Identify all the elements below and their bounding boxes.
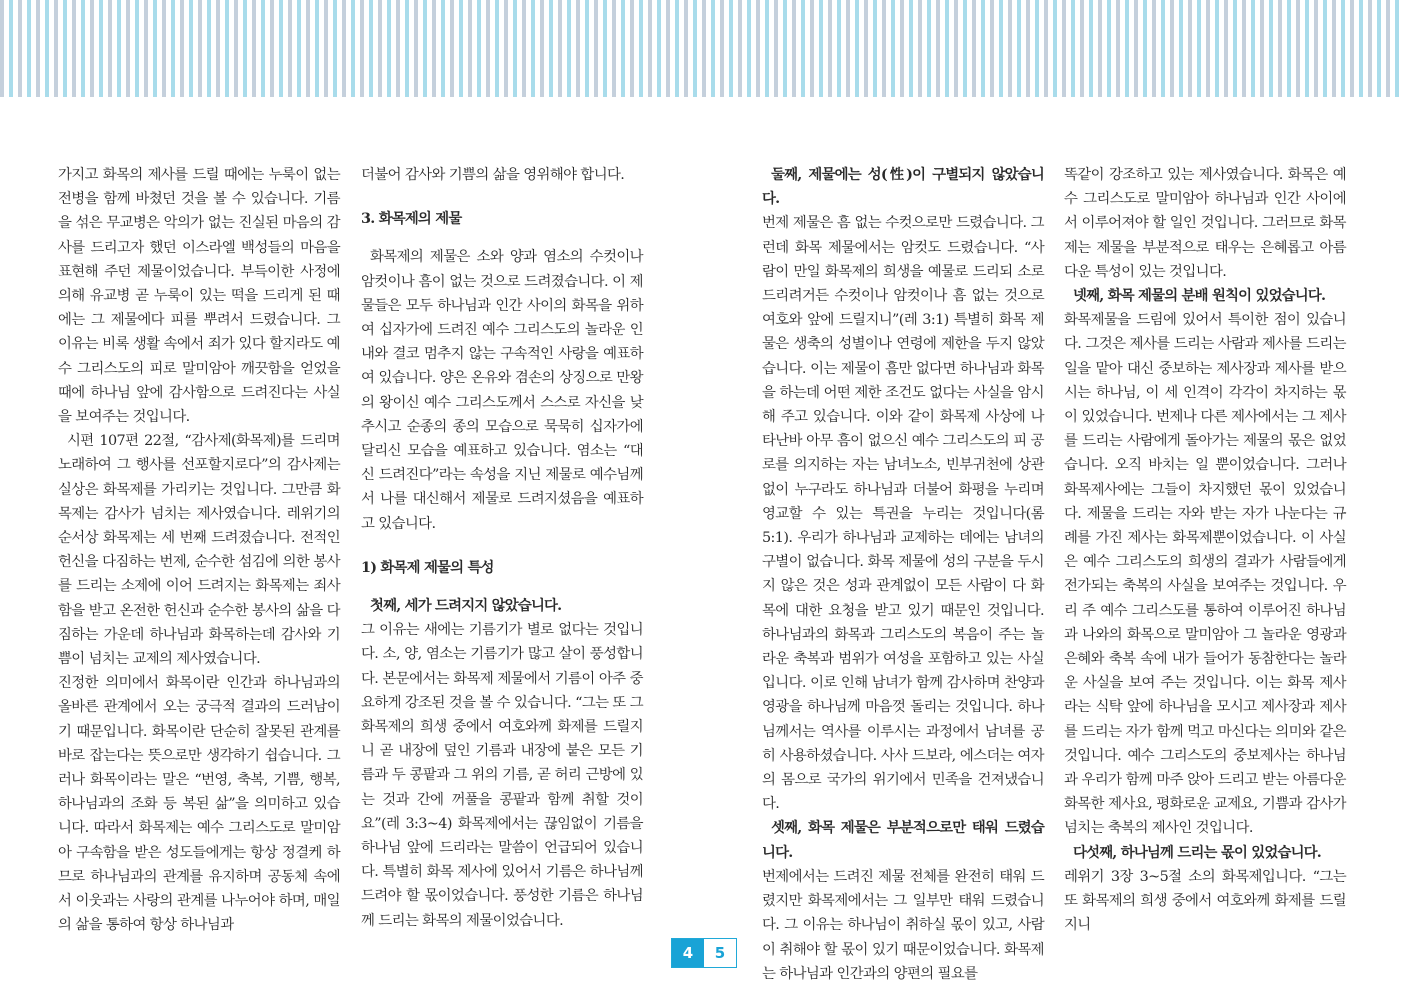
paragraph: 레위기 3장 3~5절 소의 화목제입니다. “그는 또 화목제의 희생 중에서 여호와께 화제를 드릴지니 xyxy=(1064,868,1346,934)
paragraph: 더불어 감사와 기쁨의 삶을 영위해야 합니다. xyxy=(361,167,625,183)
paragraph: 가지고 화목의 제사를 드릴 때에는 누룩이 없는 전병을 함께 바쳤던 것을 볼 수 있습니다. 기름을 섞은 무교병은 악의가 없는 진실된 마음의 감사를 드리고자 했던 이스라엘 백성들의 마음을 표현해 주던 제물이었습니다. 부득이한 사정에 의해 유교병 곧 누룩이 있는 떡을 드리게 된 때에는 그 제물에다 피를 뿌려서 드렸습니다. 그 이유는 비록 생활 속에서 죄가 있다 할지라도 예수 그리스도의 피로 말미암아 깨끗함을 얻었을 때에 하나님 앞에 감사함으로 드려진다는 사실을 보여주는 것입니다. xyxy=(58,167,340,426)
text-column-2 xyxy=(361,163,643,933)
subsection-heading: 1) 화목제 제물의 특성 xyxy=(361,558,494,576)
paragraph: 번제 제물은 흠 없는 수컷으로만 드렸습니다. 그런데 화목 제물에서는 암컷도 드렸습니다. “사람이 만일 화목제의 희생을 예물로 드리되 소로 드리려거든 수컷이나 암컷이나 흠 없는 것으로 여호와 앞에 드릴지니”(레 3:1) 특별히 화목 제물은 생축의 성별이나 연령에 제한을 두지 않았습니다. 이는 제물이 흠만 없다면 하나님과 화목을 하는데 어떤 제한 조건도 없다는 사실을 암시해 주고 있습니다. 이와 같이 화목제 사상에 나타난바 아무 흠이 없으신 예수 그리스도의 피 공로를 의지하는 자는 남녀노소, 빈부귀천에 상관없이 누구라도 하나님과 더불어 화평을 누리며 영교할 수 있는 특권을 누리는 것입니다(롬 5:1). 우리가 하나님과 교제하는 데에는 남녀의 구별이 없습니다. 화목 제물에 성의 구분을 두시지 않은 것은 성과 관계없이 모든 사람이 다 화목에 대한 요청을 받고 있기 때문인 것입니다. 하나님과의 화목과 그리스도의 복음이 주는 놀라운 축복과 범위가 여성을 포함하고 있는 사실입니다. 이로 인해 남녀가 함께 감사하며 찬양과 영광을 하나님께 마음껏 돌리는 것입니다. 하나님께서는 역사를 이루시는 과정에서 남녀를 공히 사용하셨습니다. 사사 드보라, 에스더는 여자의 몸으로 국가의 위기에서 민족을 건져냈습니다. xyxy=(762,215,1044,813)
point-heading: 첫째, 세가 드려지지 않았습니다. xyxy=(370,597,562,615)
paragraph: 화목제물을 드림에 있어서 특이한 점이 있습니다. 그것은 제사를 드리는 사람과 제사를 드리는 일을 맡아 대신 중보하는 제사장과 제사를 받으시는 하나님, 이 세 인격이 각각이 차지하는 몫이 있었습니다. 번제나 다른 제사에서는 그 제사를 드리는 사람에게 돌아가는 제물의 몫은 없었습니다. 오직 바치는 일 뿐이었습니다. 그러나 화목제사에는 그들이 차지했던 몫이 있었습니다. 제물을 드리는 자와 받는 자가 나눈다는 규례를 가진 제사는 화목제뿐이었습니다. 이 사실은 예수 그리스도의 희생의 결과가 사람들에게 전가되는 축복의 사실을 보여주는 것입니다. 우리 주 예수 그리스도를 통하여 이루어진 하나님과 나와의 화목으로 말미암아 그 놀라운 영광과 은혜와 축복 속에 내가 들어가 동참한다는 놀라운 사실을 보여 주는 것입니다. 이는 화목 제사라는 식탁 앞에 하나님을 모시고 제사장과 제사를 드리는 자가 함께 먹고 마신다는 의미와 같은 것입니다. 예수 그리스도의 중보제사는 하나님과 우리가 함께 마주 앉아 드리고 받는 아름다운 화목한 제사요, 평화로운 교제요, 기쁨과 감사가 넘치는 축복의 제사인 것입니다. xyxy=(1064,312,1346,837)
decorative-stripe-band xyxy=(0,0,1403,97)
paragraph: 시편 107편 22절, “감사제(화목제)를 드리며 노래하여 그 행사를 선포할지로다”의 감사제는 실상은 화목제를 가리키는 것입니다. 그만큼 화목제는 감사가 넘치는 제사였습니다. 레위기의 순서상 화목제는 세 번째 드려졌습니다. 전적인 헌신을 다짐하는 번제, 순수한 섬김에 의한 봉사를 드리는 소제에 이어 드려지는 화목제는 죄사함을 받고 온전한 헌신과 순수한 봉사의 삶을 다짐하는 가운데 하나님과 화목하는데 감사와 기쁨이 넘치는 교제의 제사였습니다. xyxy=(58,433,340,668)
paragraph: 그 이유는 새에는 기름기가 별로 없다는 것입니다. 소, 양, 염소는 기름기가 많고 살이 풍성합니다. 본문에서는 화목제 제물에서 기름이 아주 중요하게 강조된 것을 볼 수 있습니다. “그는 또 그 화목제의 희생 중에서 여호와께 화제를 드릴지니 곧 내장에 덮인 기름과 내장에 붙은 모든 기름과 두 콩팥과 그 위의 기름, 곧 허리 근방에 있는 것과 간에 꺼풀을 콩팥과 함께 취할 것이요”(레 3:3~4) 화목제에서는 끊임없이 기름을 하나님 앞에 드리라는 말씀이 언급되어 있습니다. 특별히 화목 제사에 있어서 기름은 하나님께 드려야 할 몫이었습니다. 풍성한 기름은 하나님께 드리는 화목의 제물이었습니다. xyxy=(361,622,643,929)
page-number-right: 5 xyxy=(704,939,736,967)
page-number-left: 4 xyxy=(672,939,704,967)
section-heading: 3. 화목제의 제물 xyxy=(361,210,462,228)
point-heading: 둘째, 제물에는 성(性)이 구별되지 않았습니다. xyxy=(762,166,1044,208)
paragraph: 진정한 의미에서 화목이란 인간과 하나님과의 올바른 관계에서 오는 궁극적 결과의 드러남이기 때문입니다. 화목이란 단순히 잘못된 관계를 바로 잡는다는 뜻으로만 생각하기 쉽습니다. 그러나 화목이라는 말은 “번영, 축복, 기쁨, 행복, 하나님과의 조화 등 복된 삶”을 의미하고 있습니다. 따라서 화목제는 예수 그리스도로 말미암아 구속함을 받은 성도들에게는 항상 정결케 하므로 하나님과의 관계를 유지하며 공동체 속에서 이웃과는 사랑의 관계를 나누어야 하며, 매일의 삶을 통하여 항상 하나님과 xyxy=(58,675,340,934)
text-column-3 xyxy=(762,163,1044,986)
text-column-4 xyxy=(1064,163,1346,938)
paragraph: 똑같이 강조하고 있는 제사였습니다. 화목은 예수 그리스도로 말미암아 하나님과 인간 사이에서 이루어져야 할 일인 것입니다. 그러므로 화목제는 제물을 부분적으로 태우는 은혜롭고 아름다운 특성이 있는 것입니다. xyxy=(1064,167,1346,280)
text-column-1 xyxy=(58,163,340,938)
page-number-box xyxy=(671,938,737,968)
point-heading: 셋째, 화목 제물은 부분적으로만 태워 드렸습니다. xyxy=(762,819,1044,861)
point-heading: 넷째, 화목 제물의 분배 원칙이 있었습니다. xyxy=(1073,287,1326,305)
paragraph: 번제에서는 드려진 제물 전체를 완전히 태워 드렸지만 화목제에서는 그 일부만 태워 드렸습니다. 그 이유는 하나님이 취하실 몫이 있고, 사람이 취해야 할 몫이 있기 때문이었습니다. 화목제는 하나님과 인간과의 양편의 필요를 xyxy=(762,868,1044,982)
paragraph: 화목제의 제물은 소와 양과 염소의 수컷이나 암컷이나 흠이 없는 것으로 드려졌습니다. 이 제물들은 모두 하나님과 인간 사이의 화목을 위하여 십자가에 드려진 예수 그리스도의 놀라운 인내와 결코 멈추지 않는 구속적인 사랑을 예표하여 있습니다. 양은 온유와 겸손의 상징으로 만왕의 왕이신 예수 그리스도께서 스스로 자신을 낮추시고 순종의 종의 모습으로 묵묵히 십자가에 달리신 모습을 예표하고 있습니다. 염소는 “대신 드려진다”라는 속성을 지닌 제물로 예수님께서 나를 대신해서 제물로 드려지셨음을 예표하고 있습니다. xyxy=(361,249,643,532)
point-heading: 다섯째, 하나님께 드리는 몫이 있었습니다. xyxy=(1073,843,1321,861)
